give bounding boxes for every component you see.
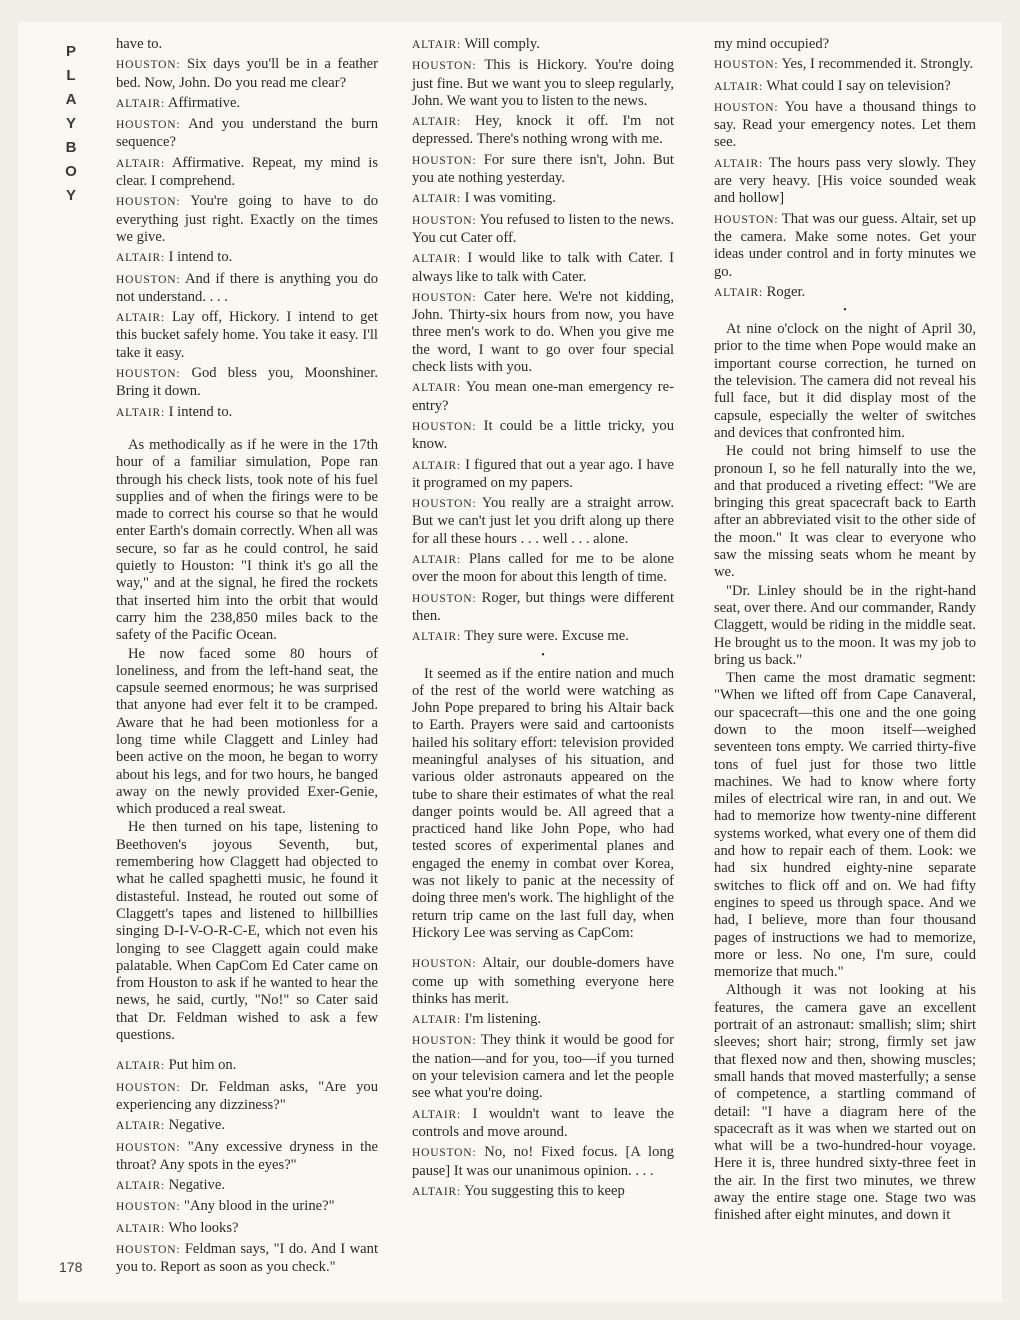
speaker-label: HOUSTON: — [412, 1147, 477, 1160]
speaker-label: ALTAIR: — [412, 554, 461, 567]
section-gap — [116, 1045, 378, 1057]
dialogue-line — [412, 1032, 674, 1102]
speaker-label: HOUSTON: — [116, 1201, 181, 1214]
paragraph-text: And if there is anything you do not understand. . . . — [116, 270, 378, 305]
paragraph-text: Who looks? — [168, 1219, 239, 1236]
speaker-label: ALTAIR: — [412, 1185, 461, 1198]
speaker-label: HOUSTON: — [412, 1035, 477, 1048]
paragraph-text: I wouldn't want to leave the controls and move around. — [412, 1105, 674, 1140]
paragraph-text: Dr. Feldman asks, "Are you experiencing any dizziness?" — [116, 1078, 378, 1113]
speaker-label: ALTAIR: — [714, 157, 763, 170]
masthead-letter: Y — [65, 187, 76, 204]
speaker-label: ALTAIR: — [412, 39, 461, 51]
paragraph-text: my mind occupied? — [714, 36, 830, 52]
dialogue-line — [412, 113, 674, 149]
dialogue-line — [116, 116, 378, 152]
speaker-label: HOUSTON: — [116, 368, 181, 381]
paragraph-text: Then came the most dramatic segment: "When we lifted off from Cape Canaveral, our spacecraft—this one and the one going down to the moon itself—weighed seventeen tons empty. We carried thirty-five tons of fuel just for those two little machines. We had to know where forty miles of electrical wire ran, in and out. We had to memorize how twenty-nine different systems worked, what every one of them did and how to repair each of them. Look: we had six hundred eighty-nine separate switches to flick off and on. We had fifty engines to speed us through space. And we had, I believe, more than four thousand pages of instructions we had to memorize, more or less. No one, I'm sure, could memorize that much." — [714, 670, 976, 981]
paragraph-text: I intend to. — [168, 403, 233, 420]
dialogue-line — [116, 1057, 378, 1075]
dialogue-line — [116, 155, 378, 191]
speaker-label: HOUSTON: — [714, 213, 779, 226]
masthead-letter: P — [65, 43, 76, 60]
dialogue-line — [412, 955, 674, 1008]
paragraph-text: You suggesting this to keep — [464, 1182, 625, 1199]
speaker-label: HOUSTON: — [412, 60, 477, 73]
dialogue-line — [412, 1011, 674, 1029]
dialogue-line — [412, 495, 674, 548]
narrative-paragraph — [412, 666, 674, 943]
paragraph-text: Roger, but things were different then. — [412, 589, 674, 624]
speaker-label: ALTAIR: — [412, 382, 461, 395]
column-2 — [412, 36, 674, 1204]
masthead-letter: O — [65, 163, 77, 180]
paragraph-text: You're going to have to do everything just right. Exactly on the times we give. — [116, 193, 379, 245]
narrative-paragraph — [714, 321, 976, 442]
paragraph-text: Altair, our double-domers have come up with something everyone here thinks has merit. — [412, 955, 675, 1007]
dialogue-line — [116, 56, 378, 92]
paragraph-text: Although it was not looking at his features, the camera gave an excellent portrait of an astronaut: smallish; slim; shirt sleeves; short hair; strong, firmly set jaw that flexed now and then, showing muscles; small hands that moved masterfully; a sense of competence, a startling command of detail: "I have a diagram here of the spacecraft as it was when we started out on what will be a two-hundred-hour voyage. Here it is, three hundred sixty-three feet in the air. In the first two minutes, we threw away the entire stage one. Stage two was finished after eight minutes, and down it — [714, 982, 976, 1224]
speaker-label: HOUSTON: — [116, 273, 181, 286]
speaker-label: ALTAIR: — [412, 193, 461, 206]
dialogue-line — [714, 155, 976, 208]
speaker-label: ALTAIR: — [412, 1014, 461, 1027]
dialogue-line — [412, 250, 674, 286]
masthead-letter: L — [66, 67, 76, 84]
paragraph-text: No, no! Fixed focus. [A long pause] It was our unanimous opinion. . . . — [412, 1144, 674, 1179]
section-gap — [116, 425, 378, 437]
paragraph-text: Cater here. We're not kidding, John. Thirty-six hours from now, you have three men's work to do. When you give me the word, I want to go over four special check lists with you. — [412, 288, 674, 376]
dialogue-line — [116, 193, 378, 246]
speaker-label: HOUSTON: — [714, 59, 779, 72]
paragraph-text: Affirmative. Repeat, my mind is clear. I comprehend. — [116, 154, 378, 190]
dialogue-line — [116, 1177, 378, 1195]
speaker-label: ALTAIR: — [412, 459, 461, 472]
speaker-label: HOUSTON: — [116, 59, 181, 72]
paragraph-text: I'm listening. — [464, 1011, 542, 1028]
speaker-label: ALTAIR: — [116, 1060, 165, 1073]
paragraph-text: "Dr. Linley should be in the right-hand seat, over there. And our commander, Randy Claggett, would be riding in the middle seat. He brought us to the moon. It was my job to bring us back." — [714, 582, 976, 668]
dialogue-line — [412, 190, 674, 208]
dialogue-line — [714, 99, 976, 152]
paragraph-text: As methodically as if he were in the 17th hour of a familiar simulation, Pope ran through his check lists, took note of his fuel supplies and of when the firings were to be made to correct his course so that he would enter Earth's domain correctly. When all was secure, so far as he could control, he said quietly to Houston: "I think it's go all the way," and at the signal, he fired the rockets that inserted him into the orbit that would carry him the 238,850 miles back to the safety of the Pacific Ocean. — [116, 436, 378, 644]
column-1 — [116, 36, 378, 1280]
dialogue-line — [116, 365, 378, 401]
dialogue-line — [412, 36, 674, 54]
paragraph-text: Six days you'll be in a feather bed. Now, John. Do you read me clear? — [116, 56, 378, 91]
masthead-letter: Y — [65, 115, 76, 132]
paragraph-text: It seemed as if the entire nation and much of the rest of the world were watching as John Pope prepared to bring his Altair back to Earth. Prayers were said and cartoonists hailed his solitary effort: television provided meaningful analyses of his situation, and various older astronauts appeared on the tube to share their estimates of what the real danger points would be. All agreed that a practiced hand like John Pope, who had tested scores of experimental planes and engaged the enemy in combat over Korea, was not likely to panic at the necessity of doing three men's work. The highlight of the return trip came on the last full day, when Hickory Lee was serving as CapCom: — [412, 665, 674, 941]
speaker-label: ALTAIR: — [116, 1222, 165, 1235]
speaker-label: HOUSTON: — [412, 592, 477, 605]
speaker-label: ALTAIR: — [116, 157, 165, 170]
paragraph-text: He then turned on his tape, listening to Beethoven's joyous Seventh, but, remembering how Claggett had objected to what he called spaghetti music, he found it distasteful. Instead, he routed out some of Claggett's tapes and listened to hillbillies singing D-I-V-O-R-C-E, which not even his longing to see Claggett again could make palatable. When CapCom Ed Cater came on from Houston to ask if he wanted to hear the news, he said, curtly, "No!" so Cater said that Dr. Feldman wished to ask a few questions. — [116, 819, 378, 1044]
dialogue-line — [116, 249, 378, 267]
speaker-label: ALTAIR: — [412, 116, 461, 129]
speaker-label: HOUSTON: — [116, 119, 181, 132]
paragraph-text: Affirmative. — [167, 94, 241, 111]
speaker-label: ALTAIR: — [412, 1108, 461, 1121]
dialogue-line — [116, 95, 378, 113]
paragraph-text: Lay off, Hickory. I intend to get this bucket safely home. You take it easy. I'll take it easy. — [116, 309, 378, 361]
dialogue-line — [412, 57, 674, 110]
narrative-paragraph — [714, 583, 976, 669]
dialogue-line — [714, 211, 976, 281]
dialogue-line — [116, 1117, 378, 1135]
paragraph-text: Plans called for me to be alone over the moon for about this length of time. — [412, 551, 674, 586]
paragraph-text: You mean one-man emergency re-entry? — [412, 379, 675, 414]
narrative-paragraph — [116, 819, 378, 1044]
dialogue-line — [412, 628, 674, 646]
speaker-label: HOUSTON: — [412, 291, 477, 304]
masthead-letter: A — [65, 91, 77, 108]
speaker-label: ALTAIR: — [412, 631, 461, 644]
dialogue-line — [116, 36, 378, 53]
paragraph-text: Put him on. — [168, 1057, 237, 1074]
dialogue-line — [116, 1079, 378, 1115]
paragraph-text: For sure there isn't, John. But you ate nothing yesterday. — [412, 151, 674, 187]
speaker-label: HOUSTON: — [116, 196, 181, 209]
speaker-label: ALTAIR: — [714, 80, 763, 93]
speaker-label: ALTAIR: — [116, 312, 165, 325]
section-gap — [412, 943, 674, 955]
paragraph-text: Feldman says, "I do. And I want you to. Report as soon as you check." — [116, 1241, 379, 1276]
dialogue-line — [714, 56, 976, 74]
dialogue-line — [412, 590, 674, 626]
paragraph-text: "Any blood in the urine?" — [184, 1198, 335, 1215]
narrative-paragraph — [714, 443, 976, 581]
dialogue-line — [714, 78, 976, 96]
paragraph-text: They sure were. Excuse me. — [464, 628, 629, 645]
narrative-paragraph — [116, 437, 378, 645]
dialogue-line — [116, 404, 378, 422]
dialogue-line — [116, 271, 378, 307]
narrative-paragraph — [714, 982, 976, 1224]
dialogue-line — [412, 289, 674, 376]
magazine-name-vertical — [60, 40, 82, 208]
paragraph-text: Hey, knock it off. I'm not depressed. There's nothing wrong with me. — [412, 113, 674, 148]
dialogue-line — [412, 1183, 674, 1201]
paragraph-text: At nine o'clock on the night of April 30, prior to the time when Pope would make an important course correction, he turned on the television. The camera did not reveal his full face, but it did display most of the capsule, especially the welter of switches and devices that confronted him. — [714, 321, 976, 441]
paragraph-text: You refused to listen to the news. You cut Cater off. — [412, 211, 674, 246]
dialogue-line — [412, 379, 674, 415]
paragraph-text: He could not bring himself to use the pronoun I, so he fell naturally into the we, and that produced a riveting effect: "We are bringing this great spacecraft back to Earth after an abbreviated visit to the other side of the moon." It was clear to everyone who saw the missing seats whom he meant by we. — [714, 443, 976, 581]
dialogue-line — [116, 309, 378, 362]
dialogue-line — [116, 1241, 378, 1277]
speaker-label: HOUSTON: — [116, 1141, 181, 1154]
paragraph-text: They think it would be good for the nation—and for you, too—if you turned on your television camera and let the people see what you're doing. — [412, 1032, 675, 1102]
speaker-label: ALTAIR: — [116, 97, 165, 110]
dialogue-line — [116, 1220, 378, 1238]
masthead-letter: B — [65, 139, 77, 156]
paragraph-text: You have a thousand things to say. Read your emergency notes. Let them see. — [714, 98, 977, 151]
paragraph-text: I would like to talk with Cater. I always like to talk with Cater. — [412, 250, 674, 285]
speaker-label: HOUSTON: — [116, 1244, 181, 1256]
speaker-label: ALTAIR: — [714, 286, 763, 299]
paragraph-text: You really are a straight arrow. But we can't just let you drift along up there for all these hours . . . well . . . alone. — [412, 495, 674, 547]
paragraph-text: I figured that out a year ago. I have it programed on my papers. — [412, 456, 674, 491]
paragraph-text: It could be a little tricky, you know. — [412, 417, 674, 453]
speaker-label: HOUSTON: — [116, 1081, 181, 1094]
paragraph-text: This is Hickory. You're doing just fine. But we want you to sleep regularly, John. We want you to listen to the news. — [412, 57, 674, 109]
dialogue-line — [116, 1198, 378, 1216]
speaker-label: ALTAIR: — [116, 1180, 165, 1193]
page-number: 178 — [59, 1259, 83, 1275]
paragraph-text: What could I say on television? — [766, 77, 951, 94]
speaker-label: ALTAIR: — [116, 252, 165, 265]
paragraph-text: That was our guess. Altair, set up the camera. Make some notes. Get your ideas under control and in forty minutes we go. — [714, 210, 977, 280]
paragraph-text: He now faced some 80 hours of loneliness, and from the left-hand seat, the capsule seemed enormous; he was surprised that anyone had ever felt it to be cramped. Aware that he had been motionless for a long time while Claggett and Linley had been active on the moon, he began to worry about his legs, and for two hours, he banged away on the newly provided Exer-Genie, which produced a real sweat. — [116, 645, 378, 818]
speaker-label: HOUSTON: — [412, 420, 477, 433]
speaker-label: ALTAIR: — [116, 1120, 165, 1133]
speaker-label: HOUSTON: — [714, 101, 779, 114]
column-3 — [714, 36, 976, 1226]
dialogue-line — [714, 36, 976, 53]
narrative-paragraph — [116, 646, 378, 819]
paragraph-text: The hours pass very slowly. They are very heavy. [His voice sounded weak and hollow] — [714, 154, 976, 207]
paragraph-text: God bless you, Moonshiner. Bring it down. — [116, 365, 378, 400]
dialogue-line — [412, 152, 674, 188]
dialogue-line — [412, 1144, 674, 1180]
dialogue-line — [412, 212, 674, 248]
narrative-paragraph — [714, 670, 976, 981]
paragraph-text: I intend to. — [168, 249, 233, 266]
dialogue-line — [714, 284, 976, 302]
speaker-label: HOUSTON: — [412, 214, 477, 227]
paragraph-text: "Any excessive dryness in the throat? Any spots in the eyes?" — [116, 1138, 378, 1173]
speaker-label: HOUSTON: — [412, 958, 477, 971]
dialogue-line — [412, 457, 674, 493]
speaker-label: ALTAIR: — [412, 253, 461, 266]
speaker-label: HOUSTON: — [412, 154, 477, 167]
dialogue-line — [412, 418, 674, 454]
paragraph-text: Negative. — [168, 1177, 225, 1194]
paragraph-text: have to. — [116, 36, 163, 52]
section-break-bullet: • — [541, 649, 545, 661]
dialogue-line — [116, 1139, 378, 1175]
speaker-label: ALTAIR: — [116, 406, 165, 419]
paragraph-text: Negative. — [168, 1117, 225, 1134]
paragraph-text: Roger. — [766, 283, 806, 300]
paragraph-text: I was vomiting. — [464, 190, 556, 207]
dialogue-line — [412, 1106, 674, 1142]
paragraph-text: Yes, I recommended it. Strongly. — [781, 56, 974, 73]
section-break-bullet: • — [843, 305, 847, 317]
dialogue-line — [412, 551, 674, 587]
speaker-label: HOUSTON: — [412, 498, 477, 511]
paragraph-text: And you understand the burn sequence? — [116, 116, 379, 151]
paragraph-text: Will comply. — [464, 36, 540, 52]
